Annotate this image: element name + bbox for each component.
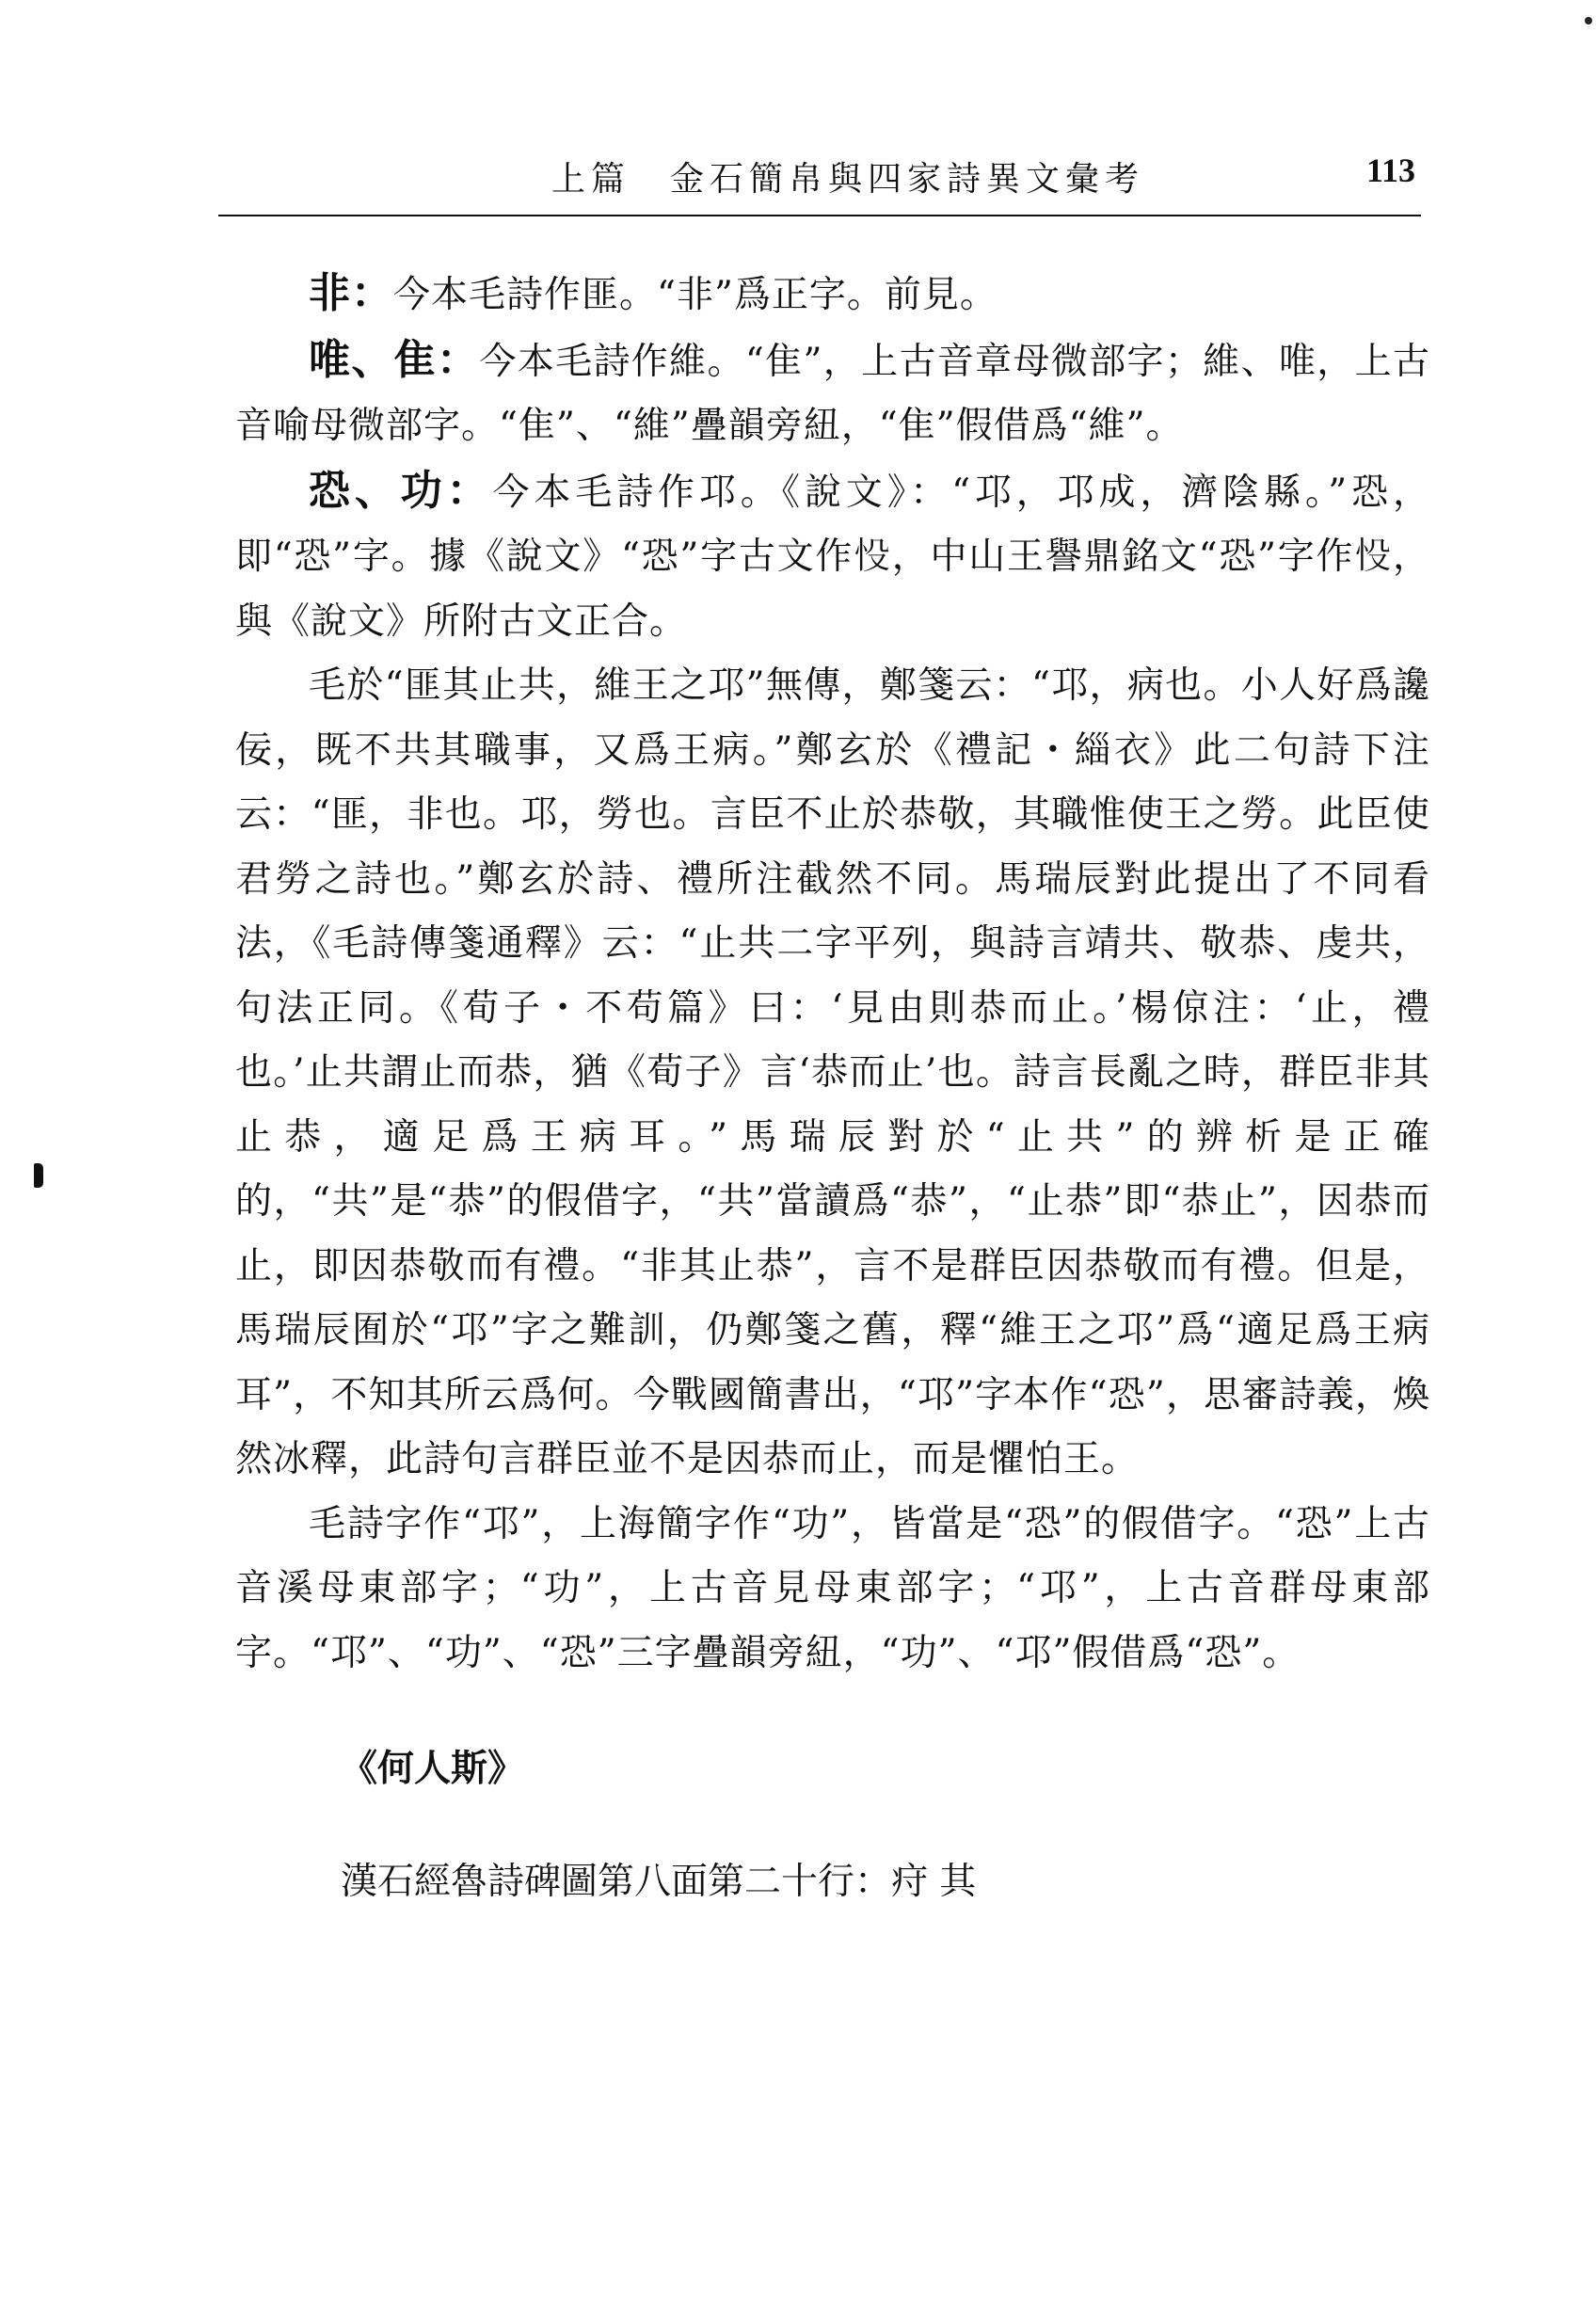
entry-fei	[235, 262, 1430, 328]
section-heading: 《何人斯》	[341, 1747, 525, 1790]
entry-wei	[235, 328, 1430, 459]
entry-text: 今本毛詩作維。“隹”，上古音章母微部字；維、唯，上古音喻母微部字。“隹”、“維”疊韻旁紐，“隹”假借爲“維”。	[235, 340, 1430, 447]
header-rule	[218, 215, 1421, 216]
entry-text: 今本毛詩作匪。“非”爲正字。前見。	[393, 274, 998, 316]
header-title: 上篇 金石簡帛與四家詩異文彙考	[551, 160, 1145, 199]
entry-lemma: 非：	[309, 269, 393, 317]
page-number: 113	[1365, 152, 1415, 189]
entry-kong	[235, 459, 1430, 655]
running-header	[218, 141, 1415, 207]
phonology-paragraph: 毛詩字作“邛”，上海簡字作“功”，皆當是“恐”的假借字。“恐”上古音溪母東部字；“功”，上古音見母東部字；“邛”，上古音群母東部字。“邛”、“功”、“恐”三字疊韻旁紐，“功”、“邛”假借爲“恐”。	[235, 1502, 1430, 1674]
body-text	[235, 262, 1430, 1914]
entry-text: 今本毛詩作邛。《說文》：“邛，邛成，濟陰縣。”恐，即“恐”字。據《說文》“恐”字古文作𢗎，中山王譽鼎銘文“恐”字作𢗎，與《說文》所附古文正合。	[235, 471, 1430, 643]
commentary-paragraph: 毛於“匪其止共，維王之邛”無傳，鄭箋云：“邛，病也。小人好爲讒佞，既不共其職事，又爲王病。”鄭玄於《禮記・緇衣》此二句詩下注云：“匪，非也。邛，勞也。言臣不止於恭敬，其職惟使王之勞。此臣使君勞之詩也。”鄭玄於詩、禮所注截然不同。馬瑞辰對此提出了不同看法，《毛詩傳箋通釋》云：“止共二字平列，與詩言靖共、敬恭、虔共，句法正同。《荀子・不苟篇》曰：‘見由則恭而止。’楊倞注：‘止，禮也。’止共謂止而恭，猶《荀子》言‘恭而止’也。詩言長亂之時，群臣非其止恭，適足爲王病耳。”馬瑞辰對於“止共”的辨析是正確的，“共”是“恭”的假借字，“共”當讀爲“恭”，“止恭”即“恭止”，因恭而止，即因恭敬而有禮。“非其止恭”，言不是群臣因恭敬而有禮。但是，馬瑞辰囿於“邛”字之難訓，仍鄭箋之舊，釋“維王之邛”爲“適足爲王病耳”，不知其所云爲何。今戰國簡書出，“邛”字本作“恐”，思審詩義，煥然冰釋，此詩句言群臣並不是因恭而止，而是懼怕王。	[235, 664, 1430, 1480]
source-citation: 漢石經魯詩碑圖第八面第二十行：疛 其	[341, 1860, 977, 1903]
entry-lemma: 唯、隹：	[309, 335, 480, 384]
scan-speck	[1585, 17, 1592, 24]
entry-lemma: 恐、功：	[309, 466, 493, 515]
margin-scan-mark	[34, 1163, 43, 1188]
